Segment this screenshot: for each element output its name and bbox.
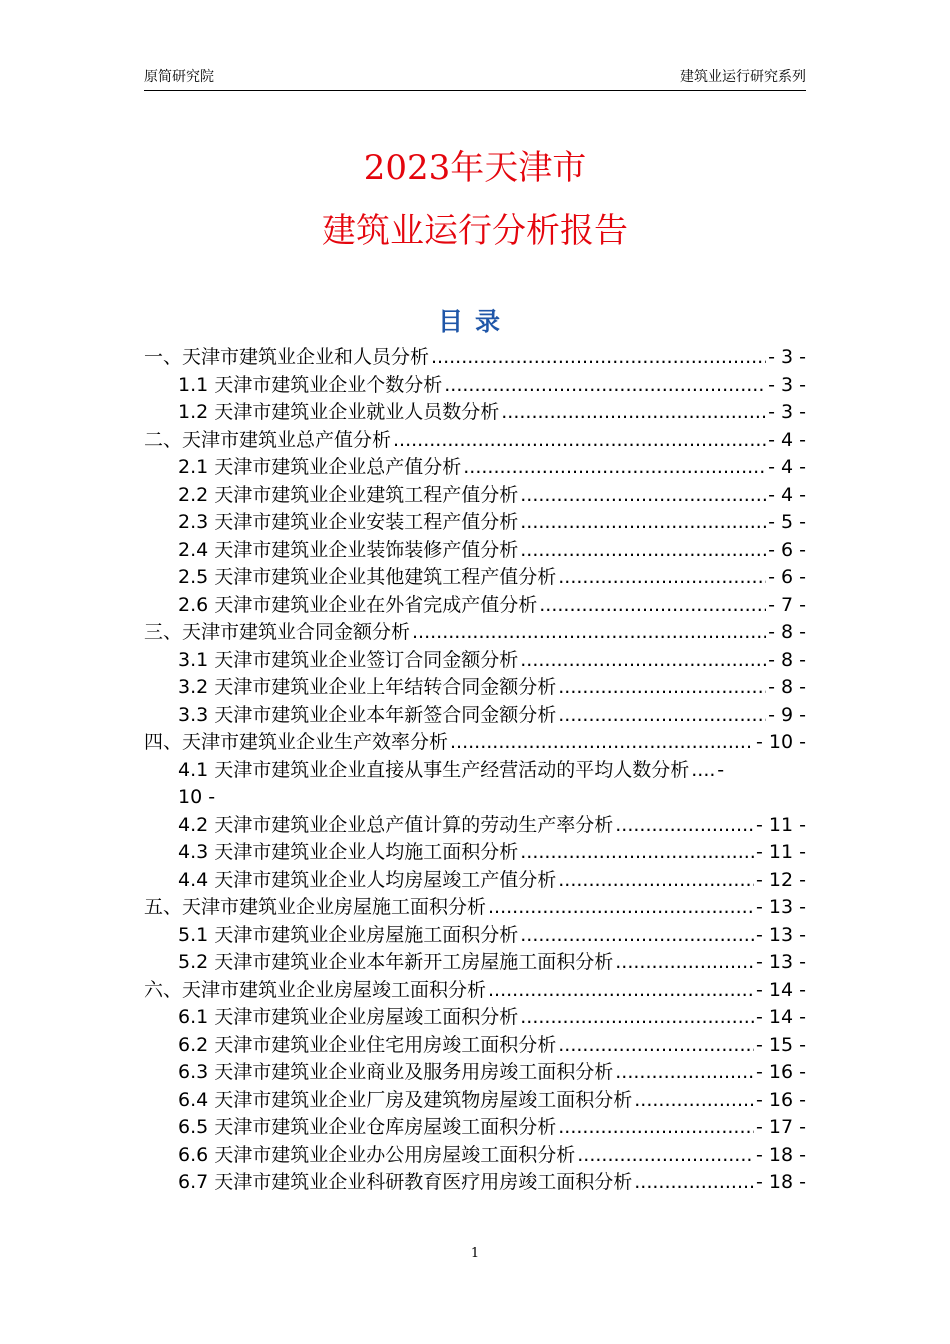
toc-entry-page: - 9 - <box>768 703 806 726</box>
toc-leader-dots <box>615 949 754 977</box>
toc-leader-dots <box>520 922 754 950</box>
toc-entry[interactable] <box>144 1004 806 1032</box>
toc-leader-dots <box>558 1032 754 1060</box>
toc-leader-dots <box>450 729 754 757</box>
toc-entry-page: - 14 - <box>756 978 806 1001</box>
toc-entry-page: - 4 - <box>768 428 806 451</box>
report-title-line2: 建筑业运行分析报告 <box>322 211 628 251</box>
toc-entry-page: 10 - <box>178 786 216 808</box>
toc-entry-text: 2.3 天津市建筑业企业安装工程产值分析 <box>178 511 519 533</box>
toc-entry-page: - 8 - <box>768 676 806 698</box>
toc-entry[interactable] <box>144 399 806 427</box>
toc-entry[interactable] <box>144 1114 806 1142</box>
toc-entry-page: - 11 - <box>756 813 806 836</box>
toc-entry-page: - 10 - <box>756 731 806 753</box>
toc-entry-text: 2.5 天津市建筑业企业其他建筑工程产值分析 <box>178 566 557 588</box>
toc-entry-page: - 14 - <box>756 1006 806 1028</box>
toc-entry-text: 6.3 天津市建筑业企业商业及服务用房竣工面积分析 <box>178 1061 614 1083</box>
toc-entry-text: 1.2 天津市建筑业企业就业人员数分析 <box>178 401 500 423</box>
toc-entry[interactable] <box>144 949 806 977</box>
toc-entry[interactable] <box>144 372 806 400</box>
toc-entry-page: - 15 - <box>756 1033 806 1056</box>
toc-entry[interactable] <box>144 1059 806 1087</box>
toc-entry-text: 六、天津市建筑业企业房屋竣工面积分析 <box>144 978 487 1001</box>
toc-entry[interactable] <box>144 592 806 620</box>
toc-entry[interactable] <box>144 647 806 675</box>
toc-leader-dots <box>634 1169 754 1197</box>
header-series: 建筑业运行研究系列 <box>680 69 806 85</box>
toc-entry-page: - 13 - <box>756 951 806 973</box>
toc-entry-page: - 6 - <box>768 566 806 588</box>
toc-entry[interactable] <box>144 454 806 482</box>
toc-entry-text: 6.2 天津市建筑业企业住宅用房竣工面积分析 <box>178 1033 557 1056</box>
toc-entry-text: 一、天津市建筑业企业和人员分析 <box>144 346 430 368</box>
toc-entry-text: 4.2 天津市建筑业企业总产值计算的劳动生产率分析 <box>178 813 614 836</box>
toc-entry[interactable] <box>144 702 806 730</box>
toc-entry-page: - 12 - <box>756 868 806 891</box>
toc-entry-text: 6.5 天津市建筑业企业仓库房屋竣工面积分析 <box>178 1116 557 1138</box>
toc-leader-dots <box>558 867 754 895</box>
toc-entry-text: 4.3 天津市建筑业企业人均施工面积分析 <box>178 841 519 863</box>
toc-entry-page: - 3 - <box>768 401 806 423</box>
toc-leader-dots <box>463 454 766 482</box>
toc-entry-text: 4.4 天津市建筑业企业人均房屋竣工产值分析 <box>178 868 557 891</box>
toc-entry[interactable] <box>144 619 806 647</box>
toc-entry[interactable] <box>144 922 806 950</box>
toc-entry-text: 三、天津市建筑业合同金额分析 <box>144 621 411 643</box>
toc-entry-page: - 16 - <box>756 1061 806 1083</box>
toc-entry[interactable] <box>144 674 806 702</box>
toc-leader-dots <box>520 1004 754 1032</box>
toc-entry-text: 2.2 天津市建筑业企业建筑工程产值分析 <box>178 483 519 506</box>
toc-entry-page: - 3 - <box>768 346 806 368</box>
toc-leader-dots <box>520 482 766 510</box>
toc-entry-page: - 13 - <box>756 923 806 946</box>
toc-leader-dots <box>558 674 766 702</box>
toc-entry-text: 5.1 天津市建筑业企业房屋施工面积分析 <box>178 923 519 946</box>
toc-entry-text: 1.1 天津市建筑业企业个数分析 <box>178 373 443 396</box>
toc-entry-page: - 8 - <box>768 621 806 643</box>
toc-entry[interactable] <box>144 564 806 592</box>
toc-leader-dots <box>558 1114 754 1142</box>
table-of-contents <box>144 344 806 1197</box>
toc-leader-dots <box>634 1087 754 1115</box>
toc-entry-page: - 18 - <box>756 1171 806 1193</box>
toc-entry-page: - 8 - <box>768 648 806 671</box>
toc-leader-dots <box>520 647 766 675</box>
toc-entry[interactable] <box>144 867 806 895</box>
toc-entry[interactable] <box>144 344 806 372</box>
toc-entry-text: 6.4 天津市建筑业企业厂房及建筑物房屋竣工面积分析 <box>178 1088 633 1111</box>
toc-entry[interactable] <box>144 482 806 510</box>
toc-entry-text: 2.4 天津市建筑业企业装饰装修产值分析 <box>178 538 519 561</box>
toc-entry[interactable] <box>144 427 806 455</box>
toc-entry-page: - 11 - <box>756 841 806 863</box>
toc-entry-text: 6.7 天津市建筑业企业科研教育医疗用房竣工面积分析 <box>178 1171 633 1193</box>
toc-leader-dots <box>393 427 766 455</box>
toc-entry-page: - 4 - <box>768 483 806 506</box>
toc-entry-page: - 17 - <box>756 1116 806 1138</box>
toc-entry-text: 2.1 天津市建筑业企业总产值分析 <box>178 456 462 478</box>
toc-entry-page: - 4 - <box>768 456 806 478</box>
toc-entry-page: - 3 - <box>768 373 806 396</box>
toc-leader-dots <box>615 812 754 840</box>
toc-entry[interactable] <box>144 977 806 1005</box>
toc-leader-dots <box>431 344 766 372</box>
toc-leader-dots <box>539 592 766 620</box>
toc-entry-page: - 7 - <box>768 593 806 616</box>
toc-heading: 目录 <box>437 307 512 336</box>
toc-entry[interactable] <box>144 1032 806 1060</box>
toc-entry-text: 四、天津市建筑业企业生产效率分析 <box>144 731 449 753</box>
header-organization: 原简研究院 <box>144 69 214 85</box>
toc-entry[interactable] <box>144 1169 806 1197</box>
toc-leader-dots <box>577 1142 754 1170</box>
toc-entry-text: 二、天津市建筑业总产值分析 <box>144 428 392 451</box>
toc-entry-page: - 6 - <box>768 538 806 561</box>
toc-leader-dots <box>488 977 754 1005</box>
toc-entry[interactable] <box>144 729 806 757</box>
toc-entry[interactable] <box>144 1142 806 1170</box>
toc-leader-dots <box>520 839 754 867</box>
toc-leader-dots <box>520 537 766 565</box>
toc-entry-text: 6.6 天津市建筑业企业办公用房屋竣工面积分析 <box>178 1143 576 1166</box>
toc-entry-text: 五、天津市建筑业企业房屋施工面积分析 <box>144 896 487 918</box>
toc-leader-dots <box>444 372 766 400</box>
toc-leader-dots <box>558 702 766 730</box>
page-number: 1 <box>470 1246 480 1261</box>
toc-leader-dots <box>501 399 766 427</box>
toc-leader-dots <box>488 894 754 922</box>
toc-entry-page: - 18 - <box>756 1143 806 1166</box>
toc-entry-page: - 16 - <box>756 1088 806 1111</box>
toc-entry-page: - 5 - <box>768 511 806 533</box>
report-title-line1: 2023年天津市 <box>363 148 587 188</box>
toc-leader-dots <box>615 1059 754 1087</box>
toc-entry[interactable] <box>144 509 806 537</box>
toc-entry[interactable]: 4.1 天津市建筑业企业直接从事生产经营活动的平均人数分析 ..... - 10 - <box>144 757 806 812</box>
toc-entry-text: 3.3 天津市建筑业企业本年新签合同金额分析 <box>178 703 557 726</box>
toc-entry-text: 4.1 天津市建筑业企业直接从事生产经营活动的平均人数分析 <box>178 758 690 781</box>
toc-entry-text: 5.2 天津市建筑业企业本年新开工房屋施工面积分析 <box>178 951 614 973</box>
toc-entry-text: 2.6 天津市建筑业企业在外省完成产值分析 <box>178 593 538 616</box>
toc-entry[interactable] <box>144 894 806 922</box>
toc-entry-text: 3.1 天津市建筑业企业签订合同金额分析 <box>178 648 519 671</box>
toc-entry-text: 6.1 天津市建筑业企业房屋竣工面积分析 <box>178 1006 519 1028</box>
toc-entry[interactable] <box>144 812 806 840</box>
toc-entry-text: 3.2 天津市建筑业企业上年结转合同金额分析 <box>178 676 557 698</box>
toc-leader-dots <box>520 509 766 537</box>
toc-entry[interactable] <box>144 839 806 867</box>
toc-entry[interactable] <box>144 537 806 565</box>
toc-leader-dots <box>412 619 766 647</box>
toc-entry[interactable] <box>144 1087 806 1115</box>
toc-leader-dots <box>558 564 766 592</box>
toc-leader-dots <box>691 757 715 785</box>
toc-entry-page: - 13 - <box>756 896 806 918</box>
page-header <box>144 66 806 91</box>
